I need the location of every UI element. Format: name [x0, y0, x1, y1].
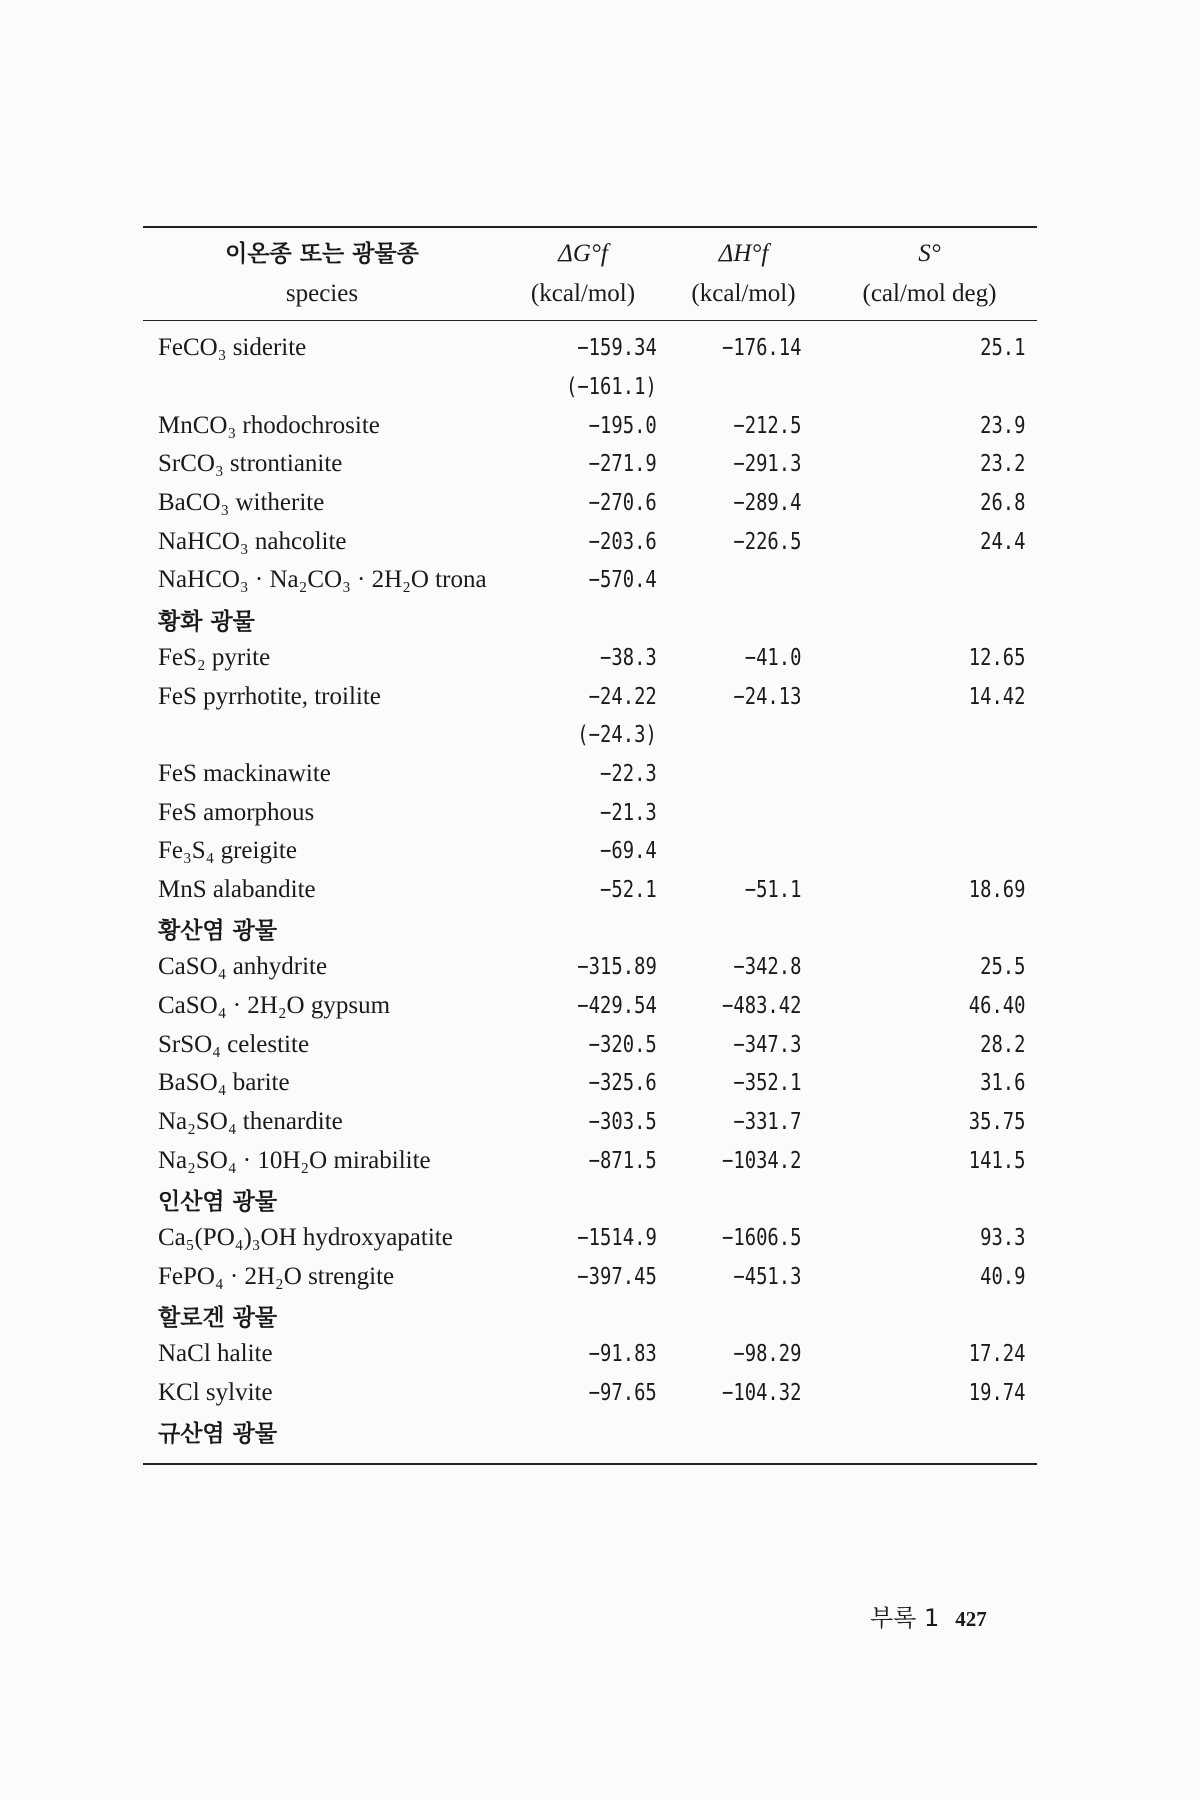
- species-cell: FePO₄ · 2H₂O strengite: [158, 1262, 395, 1290]
- enthalpy-cell: −451.3: [733, 1263, 802, 1290]
- entropy-cell: 93.3: [980, 1225, 1026, 1252]
- header-gibbs-unit: (kcal/mol): [530, 280, 636, 307]
- entropy-cell: 141.5: [968, 1147, 1026, 1174]
- table-row: [143, 871, 1037, 910]
- species-cell: BaSO₄ barite: [158, 1069, 290, 1097]
- species-cell: 인산염 광물: [158, 1188, 278, 1215]
- species-cell: FeS mackinawite: [158, 759, 331, 787]
- gibbs-cell: −203.6: [588, 528, 657, 555]
- species-cell: SrSO₄ celestite: [158, 1030, 310, 1058]
- enthalpy-cell: −51.1: [744, 876, 802, 903]
- header-entropy-symbol: S°: [918, 240, 941, 267]
- entropy-cell: 25.1: [980, 335, 1026, 362]
- gibbs-cell: −303.5: [588, 1109, 657, 1136]
- species-cell: SrCO₃ strontianite: [158, 450, 343, 478]
- gibbs-cell: −69.4: [600, 838, 657, 865]
- header-species-en: species: [285, 280, 359, 307]
- section-row: [143, 909, 1037, 948]
- entropy-cell: 24.4: [980, 528, 1026, 555]
- table-row: [143, 1374, 1037, 1413]
- enthalpy-cell: −41.0: [744, 644, 802, 671]
- gibbs-cell: −195.0: [588, 412, 657, 439]
- section-row: [143, 1180, 1037, 1219]
- enthalpy-cell: −289.4: [733, 490, 802, 517]
- enthalpy-cell: −347.3: [733, 1031, 802, 1058]
- species-cell: BaCO₃ witherite: [158, 489, 325, 517]
- entropy-cell: 19.74: [968, 1379, 1026, 1406]
- species-cell: FeS pyrrhotite, troilite: [158, 682, 381, 710]
- enthalpy-cell: −1034.2: [722, 1147, 802, 1174]
- table-bottom-rule: [143, 1463, 1037, 1465]
- gibbs-cell: −52.1: [600, 876, 657, 903]
- species-cell: CaSO₄ anhydrite: [158, 953, 328, 981]
- table-header: [143, 228, 1037, 320]
- gibbs-cell: −159.34: [577, 335, 657, 362]
- gibbs-cell: −24.22: [588, 683, 657, 710]
- enthalpy-cell: −104.32: [722, 1379, 802, 1406]
- species-cell: FeCO₃ siderite: [158, 334, 307, 362]
- table-row: [143, 987, 1037, 1026]
- species-cell: MnCO₃ rhodochrosite: [158, 411, 380, 439]
- table-row: [143, 368, 1037, 407]
- enthalpy-cell: −212.5: [733, 412, 802, 439]
- header-enthalpy-symbol: ΔH°f: [718, 240, 769, 267]
- table-row: [143, 948, 1037, 987]
- table-row: [143, 406, 1037, 445]
- entropy-cell: 17.24: [968, 1341, 1026, 1368]
- species-cell: FeS amorphous: [158, 798, 315, 826]
- header-enthalpy-unit: (kcal/mol): [691, 280, 796, 307]
- header-enthalpy: [665, 228, 822, 320]
- table-row: [143, 793, 1037, 832]
- table-row: [143, 1064, 1037, 1103]
- enthalpy-cell: −98.29: [733, 1341, 802, 1368]
- species-cell: KCl sylvite: [158, 1378, 273, 1406]
- gibbs-cell: −22.3: [600, 760, 657, 787]
- gibbs-cell: −97.65: [588, 1379, 657, 1406]
- enthalpy-cell: −176.14: [722, 335, 802, 362]
- enthalpy-cell: −226.5: [733, 528, 802, 555]
- enthalpy-cell: −291.3: [733, 451, 802, 478]
- species-cell: NaCl halite: [158, 1340, 273, 1368]
- gibbs-cell: −397.45: [577, 1263, 657, 1290]
- gibbs-cell: −315.89: [577, 954, 657, 981]
- species-cell: MnS alabandite: [158, 875, 316, 903]
- table-row: [143, 716, 1037, 755]
- entropy-cell: 14.42: [968, 683, 1026, 710]
- species-cell: Fe₃S₄ greigite: [158, 837, 297, 865]
- table-row: [143, 1258, 1037, 1297]
- table-row: [143, 1025, 1037, 1064]
- species-cell: Ca₅(PO₄)₃OH hydroxyapatite: [158, 1224, 453, 1252]
- table-row: [143, 1103, 1037, 1142]
- gibbs-cell: −871.5: [588, 1147, 657, 1174]
- table-row: [143, 329, 1037, 368]
- entropy-cell: 23.2: [980, 451, 1026, 478]
- thermo-data-table: [143, 226, 1037, 1465]
- gibbs-cell: −429.54: [577, 993, 657, 1020]
- table-row: [143, 561, 1037, 600]
- header-entropy-unit: (cal/mol deg): [862, 280, 997, 307]
- enthalpy-cell: −342.8: [733, 954, 802, 981]
- gibbs-cell: −570.4: [588, 567, 657, 594]
- gibbs-cell: (−24.3): [577, 722, 657, 749]
- entropy-cell: 25.5: [980, 954, 1026, 981]
- section-row: [143, 1412, 1037, 1451]
- enthalpy-cell: −352.1: [733, 1070, 802, 1097]
- section-row: [143, 600, 1037, 639]
- table-row: [143, 522, 1037, 561]
- entropy-cell: 18.69: [968, 876, 1026, 903]
- entropy-cell: 46.40: [968, 993, 1026, 1020]
- gibbs-cell: −325.6: [588, 1070, 657, 1097]
- gibbs-cell: −91.83: [588, 1341, 657, 1368]
- header-gibbs-symbol: ΔG°f: [558, 240, 608, 267]
- enthalpy-cell: −1606.5: [722, 1225, 802, 1252]
- header-gibbs: [501, 228, 665, 320]
- species-cell: FeS₂ pyrite: [158, 643, 271, 671]
- enthalpy-cell: −24.13: [733, 683, 802, 710]
- entropy-cell: 35.75: [968, 1109, 1026, 1136]
- table-row: [143, 832, 1037, 871]
- entropy-cell: 28.2: [980, 1031, 1026, 1058]
- page-number: 427: [955, 1607, 987, 1631]
- page-footer: [870, 1598, 987, 1633]
- table-row: [143, 639, 1037, 678]
- table-row: [143, 1335, 1037, 1374]
- entropy-cell: 26.8: [980, 490, 1026, 517]
- enthalpy-cell: −331.7: [733, 1109, 802, 1136]
- header-species-ko: 이온종 또는 광물종: [225, 241, 419, 267]
- entropy-cell: 31.6: [980, 1070, 1026, 1097]
- entropy-cell: 12.65: [968, 644, 1026, 671]
- table-row: [143, 445, 1037, 484]
- section-row: [143, 1296, 1037, 1335]
- table-body: [143, 321, 1037, 1463]
- gibbs-cell: (−161.1): [565, 374, 657, 401]
- enthalpy-cell: −483.42: [722, 993, 802, 1020]
- species-cell: Na₂SO₄ thenardite: [158, 1108, 343, 1136]
- gibbs-cell: −320.5: [588, 1031, 657, 1058]
- header-entropy: [822, 228, 1037, 320]
- header-species: [143, 228, 501, 320]
- species-cell: 황산염 광물: [158, 918, 278, 945]
- species-cell: NaHCO₃ nahcolite: [158, 527, 347, 555]
- table-row: [143, 755, 1037, 794]
- species-cell: 규산염 광물: [158, 1421, 278, 1448]
- gibbs-cell: −271.9: [588, 451, 657, 478]
- table-row: [143, 1219, 1037, 1258]
- species-cell: Na₂SO₄ · 10H₂O mirabilite: [158, 1146, 431, 1174]
- species-cell: NaHCO₃ · Na₂CO₃ · 2H₂O trona: [158, 566, 487, 594]
- entropy-cell: 40.9: [980, 1263, 1026, 1290]
- gibbs-cell: −38.3: [600, 644, 657, 671]
- entropy-cell: 23.9: [980, 412, 1026, 439]
- appendix-label: 부록 1: [870, 1604, 940, 1632]
- table-row: [143, 1141, 1037, 1180]
- species-cell: CaSO₄ · 2H₂O gypsum: [158, 992, 391, 1020]
- table-row: [143, 484, 1037, 523]
- gibbs-cell: −270.6: [588, 490, 657, 517]
- species-cell: 할로겐 광물: [158, 1305, 278, 1332]
- gibbs-cell: −1514.9: [577, 1225, 657, 1252]
- gibbs-cell: −21.3: [600, 799, 657, 826]
- species-cell: 황화 광물: [158, 608, 255, 635]
- table-row: [143, 677, 1037, 716]
